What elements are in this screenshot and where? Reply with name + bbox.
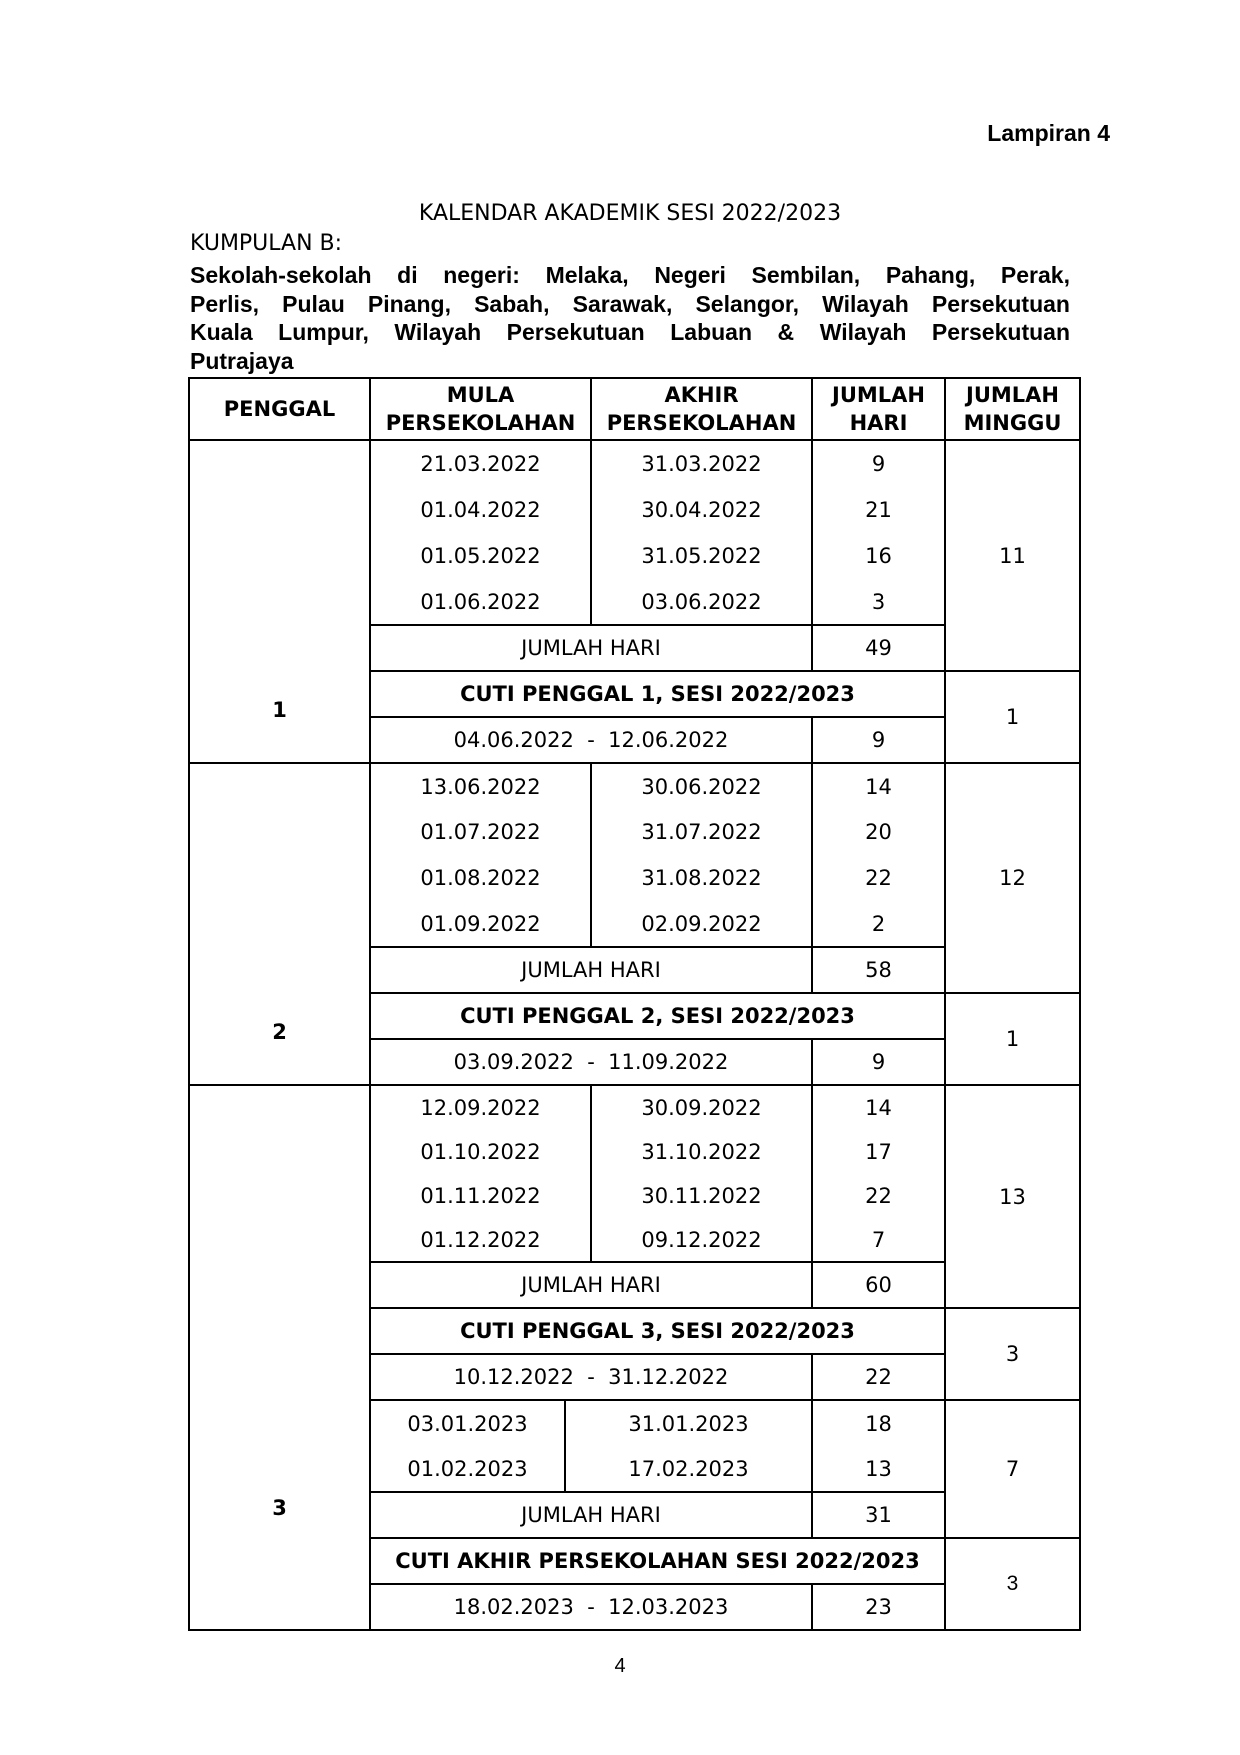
days-count: 14 [812,1085,945,1130]
description-line: Perlis, Pulau Pinang, Sabah, Sarawak, Selangor, Wilayah Persekutuan [190,290,1070,317]
days-count: 21 [812,487,945,533]
description-line: Kuala Lumpur, Wilayah Persekutuan Labuan & Wilayah Persekutuan [190,319,1070,345]
days-count: 2 [812,901,945,947]
page-number: 4 [614,1655,626,1677]
holiday-range: 04.06.2022 - 12.06.2022 [370,717,812,763]
table-row [189,440,1080,487]
weeks-count: 11 [945,440,1080,671]
weeks-count: 7 [945,1400,1080,1538]
end-date: 09.12.2022 [591,1218,812,1262]
start-date: 01.10.2022 [370,1130,591,1174]
end-holiday-days: 23 [812,1584,945,1630]
start-date: 01.07.2022 [370,809,591,855]
days-count: 14 [812,763,945,809]
end-date: 17.02.2023 [565,1446,812,1492]
holiday-title: CUTI PENGGAL 1, SESI 2022/2023 [370,671,945,717]
end-date: 31.07.2022 [591,809,812,855]
start-date: 03.01.2023 [370,1400,565,1446]
start-date: 01.12.2022 [370,1218,591,1262]
end-date: 02.09.2022 [591,901,812,947]
holiday-days: 9 [812,1039,945,1085]
end-holiday-weeks: 3 [945,1538,1080,1630]
end-date: 31.01.2023 [565,1400,812,1446]
start-date: 01.06.2022 [370,579,591,625]
days-count: 9 [812,440,945,487]
days-count: 16 [812,533,945,579]
table-row [189,763,1080,809]
appendix-label: Lampiran 4 [987,120,1110,146]
end-date: 31.03.2022 [591,440,812,487]
term-1-label: 1 [189,440,370,763]
end-holiday-range: 18.02.2023 - 12.03.2023 [370,1584,812,1630]
end-date: 30.11.2022 [591,1174,812,1218]
header-minggu: JUMLAH MINGGU [945,378,1080,440]
term-3-label: 3 [189,1085,370,1630]
table-row [189,1085,1080,1130]
start-date: 21.03.2022 [370,440,591,487]
days-count: 13 [812,1446,945,1492]
total-label: JUMLAH HARI [370,625,812,671]
header-row [189,378,1080,440]
end-date: 03.06.2022 [591,579,812,625]
days-count: 18 [812,1400,945,1446]
end-date: 30.09.2022 [591,1085,812,1130]
total-label: JUMLAH HARI [370,1262,812,1308]
document-title: KALENDAR AKADEMIK SESI 2022/2023 [418,201,842,226]
start-date: 01.08.2022 [370,855,591,901]
header-akhir: AKHIR PERSEKOLAHAN [591,378,812,440]
description-line: Sekolah-sekolah di negeri: Melaka, Negeri Sembilan, Pahang, Perak, [190,262,1070,288]
holiday-days: 9 [812,717,945,763]
end-date: 30.04.2022 [591,487,812,533]
holiday-days: 22 [812,1354,945,1400]
total-label: JUMLAH HARI [370,1492,812,1538]
end-holiday-title: CUTI AKHIR PERSEKOLAHAN SESI 2022/2023 [370,1538,945,1584]
end-date: 31.08.2022 [591,855,812,901]
header-mula: MULA PERSEKOLAHAN [370,378,591,440]
end-date: 31.10.2022 [591,1130,812,1174]
days-count: 20 [812,809,945,855]
holiday-weeks: 1 [945,671,1080,763]
end-date: 30.06.2022 [591,763,812,809]
total-label: JUMLAH HARI [370,947,812,993]
start-date: 13.06.2022 [370,763,591,809]
total-days: 60 [812,1262,945,1308]
days-count: 22 [812,1174,945,1218]
header-penggal: PENGGAL [189,378,370,440]
weeks-count: 13 [945,1085,1080,1308]
holiday-range: 03.09.2022 - 11.09.2022 [370,1039,812,1085]
total-days: 58 [812,947,945,993]
total-days: 31 [812,1492,945,1538]
group-description [190,261,1070,375]
days-count: 7 [812,1218,945,1262]
start-date: 01.11.2022 [370,1174,591,1218]
total-days: 49 [812,625,945,671]
holiday-range: 10.12.2022 - 31.12.2022 [370,1354,812,1400]
start-date: 01.04.2022 [370,487,591,533]
start-date: 01.05.2022 [370,533,591,579]
holiday-weeks: 1 [945,993,1080,1085]
description-line: Putrajaya [190,347,294,374]
calendar-table [188,377,1081,1631]
start-date: 12.09.2022 [370,1085,591,1130]
holiday-weeks: 3 [945,1308,1080,1400]
days-count: 17 [812,1130,945,1174]
days-count: 3 [812,579,945,625]
holiday-title: CUTI PENGGAL 3, SESI 2022/2023 [370,1308,945,1354]
weeks-count: 12 [945,763,1080,993]
start-date: 01.09.2022 [370,901,591,947]
group-label: KUMPULAN B: [190,231,343,256]
header-hari: JUMLAH HARI [812,378,945,440]
start-date: 01.02.2023 [370,1446,565,1492]
days-count: 22 [812,855,945,901]
holiday-title: CUTI PENGGAL 2, SESI 2022/2023 [370,993,945,1039]
end-date: 31.05.2022 [591,533,812,579]
term-2-label: 2 [189,763,370,1085]
